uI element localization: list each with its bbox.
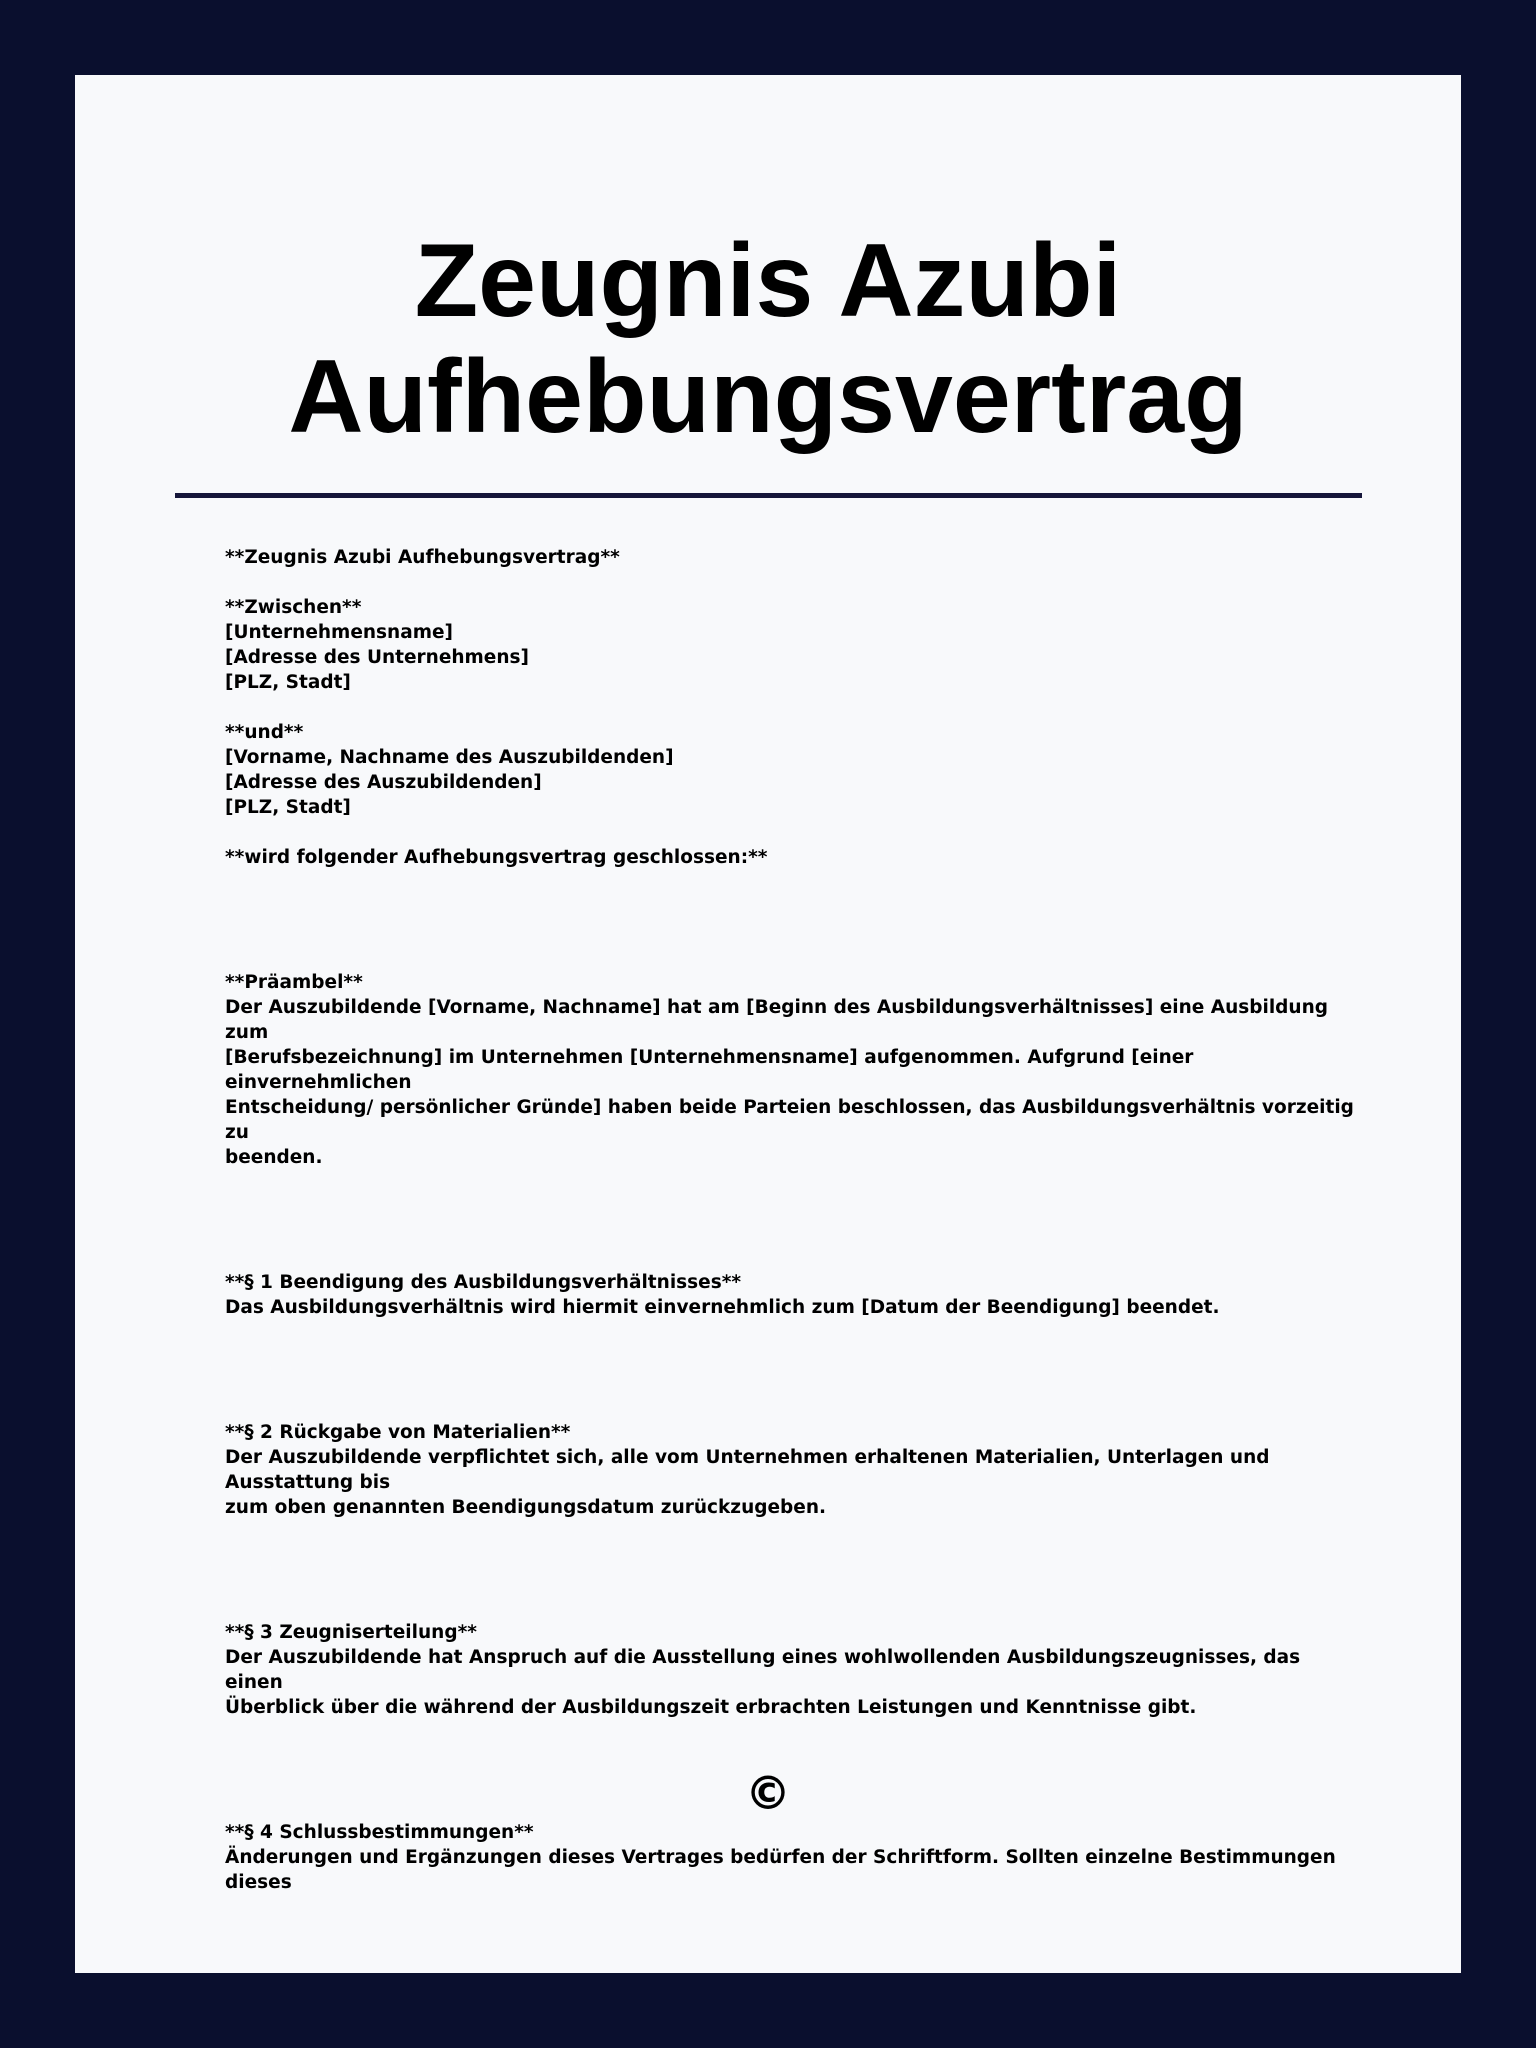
title-divider (175, 493, 1362, 498)
document-body: **Zeugnis Azubi Aufhebungsvertrag** **Zwischen** [Unternehmensname] [Adresse des Unternehmens] [PLZ, Stadt] **und** [Vorname, Nachname des Auszubildenden] [Adresse des Auszubildenden] [PLZ, Stadt] **wird folgender Aufhebungsvertrag geschlossen:** **Präambel** Der Auszubildende [Vorname, Nachname] hat am [Beginn des Ausbildungsverhältnisses] eine Ausbildung zum [Berufsbezeichnung] im Unternehmen [Unternehmensname] aufgenommen. Aufgrund [einer einvernehmlichen Entscheidung/ persönlicher Gründe] haben beide Parteien beschlossen, das Ausbildungsverhältnis vorzeitig zu beenden. **§ 1 Beendigung des Ausbildungsverhältnisses** Das Ausbildungsverhältnis wird hiermit einvernehmlich zum [Datum der Beendigung] beendet. **§ 2 Rückgabe von Materialien** Der Auszubildende verpflichtet sich, alle vom Unternehmen erhaltenen Materialien, Unterlagen und Ausstattung bis zum oben genannten Beendigungsdatum zurückzugeben. **§ 3 Zeugniserteilung** Der Auszubildende hat Anspruch auf die Ausstellung eines wohlwollenden Ausbildungszeugnisses, das einen Überblick über die während der Ausbildungszeit erbrachten Leistungen und Kenntnisse gibt. **§ 4 Schlussbestimmungen** Änderungen und Ergänzungen dieses Vertrages bedürfen der Schriftform. Sollten einzelne Bestimmungen dieses (225, 547, 1354, 1893)
copyright-icon: © (745, 1766, 791, 1820)
document-title: Zeugnis Azubi Aufhebungsvertrag (288, 223, 1248, 455)
document-page (75, 75, 1461, 1973)
